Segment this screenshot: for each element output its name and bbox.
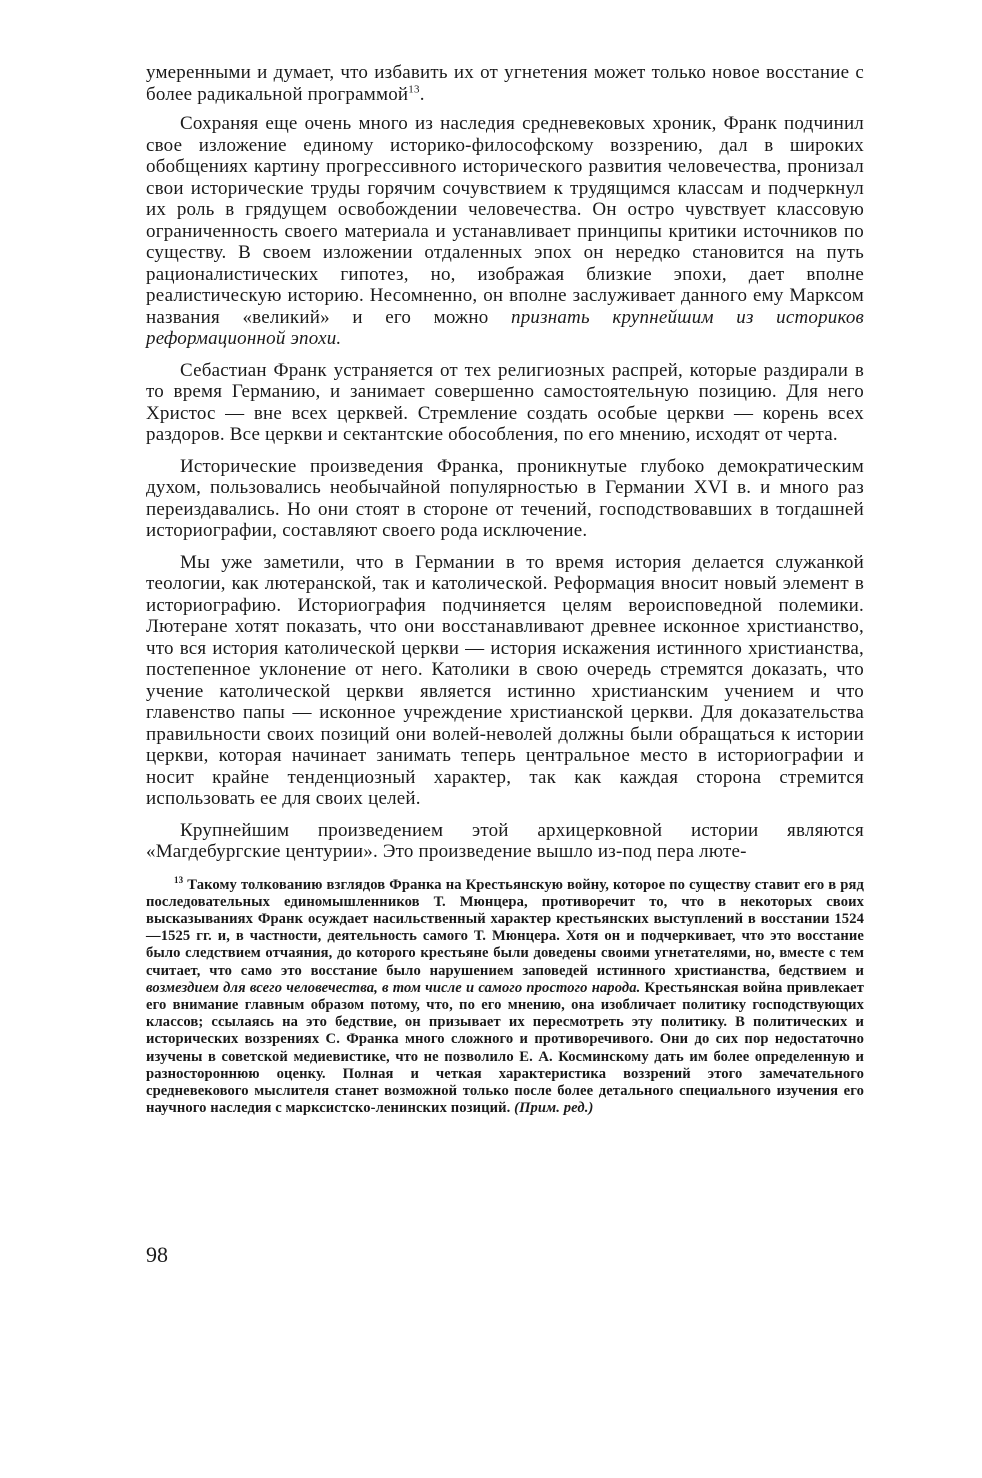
footnote-text-after: Крестьянская война привлекает его внимание главным образом потому, что, по его мнению, она изобличает политику господствующих классов; ссылаясь на это бедствие, он призывает их пересмотреть эту политику. В политических и исторических воззрениях С. Франка много сложного и противоречивого. Они до сих пор недостаточно изучены в советской медиевистике, что не позволило Е. А. Косминскому дать им более определенную и разностороннюю оценку. Полная и четкая характеристика воззрений этого замечательного средневекового мыслителя станет возможной только после более детального специального изучения его научного наследия с марксистско-ленинских позиций. <box>146 979 864 1117</box>
paragraph-6: Крупнейшим произведением этой архицерковной истории являются «Магдебургские центурии». Это произведение вышло из-под пера люте- <box>146 819 864 862</box>
paragraph-5: Мы уже заметили, что в Германии в то время история делается служанкой теологии, как лютеранской, так и католической. Реформация вносит новый элемент в историографию. Историография подчиняется целям вероисповедной полемики. Лютеране хотят показать, что они восстанавливают древнее исконное христианство, что вся история католической церкви — история искажения истинного христианства, постепенное уклонение от него. Католики в свою очередь стремятся доказать, что учение католической церкви является истинно христианским учением и что главенство папы — исконное учреждение христианской церкви. Для доказательства правильности своих позиций они волей-неволей должны были обращаться к истории церкви, которая начинает занимать теперь центральное место в историографии и носит крайне тенденциозный характер, так как каждая сторона стремится использовать ее для своих целей. <box>146 551 864 809</box>
paragraph-3: Себастиан Франк устраняется от тех религиозных распрей, которые раздирали в то время Германию, и занимает совершенно самостоятельную позицию. Для него Христос — вне всех церквей. Стремление создать особые церкви — корень всех раздоров. Все церкви и сектантские обособления, по его мнению, исходят от черта. <box>146 359 864 445</box>
footnote-text-before: Такому толкованию взглядов Франка на Крестьянскую войну, которое по существу ставит его в ряд последовательных единомышленников Т. Мюнцера, противоречит то, что в некоторых своих высказываниях Франк осуждает насильственный характер крестьянских выступлений в восстании 1524—1525 гг. и, в частности, деятельность самого Т. Мюнцера. Хотя он и подчеркивает, что это восстание было следствием отчаяния, до которого крестьяне были доведены своими угнетателями, но, вместе с тем считает, что само это восстание было нарушением заповедей истинного христианства, бедствием и <box>146 876 864 979</box>
paragraph-2-emphasis: признать крупнейшим из историков реформационной эпохи. <box>146 306 865 349</box>
page-number: 98 <box>146 1242 168 1267</box>
paragraph-4: Исторические произведения Франка, проникнутые глубоко демократическим духом, пользовались необычайной популярностью в Германии XVI в. и много раз переиздавались. Но они стоят в стороне от течений, господствовавших в тогдашней историографии, составляют своего рода исключение. <box>146 455 864 541</box>
page-body <box>146 62 864 1132</box>
footnote-emphasis: возмездием для всего человечества, в том числе и самого простого народа. <box>146 979 641 996</box>
paragraph-1-text: умеренными и думает, что избавить их от угнетения может только новое восстание с более радикальной программой <box>146 62 864 105</box>
paragraph-2 <box>146 113 864 350</box>
paragraph-1-tail: . <box>419 83 425 105</box>
footnote-ref-13[interactable]: 13 <box>408 83 420 96</box>
footnote-marker: 13 <box>174 874 184 885</box>
footnote-editor-note: (Прим. ред.) <box>514 1100 594 1117</box>
paragraph-2-text: Сохраняя еще очень много из наследия средневековых хроник, Франк подчинил свое изложение единому историко-философскому воззрению, дал в широких обобщениях картину прогрессивного исторического развития человечества, пронизал свои исторические труды горячим сочувствием к трудящимся классам и подчеркнул их роль в грядущем освобождении человечества. Он остро чувствует классовую ограниченность своего материала и устанавливает принципы критики источников по существу. В своем изложении отдаленных эпох он нередко становится на путь рационалистических гипотез, но, изображая близкие эпохи, дает вполне реалистическую историю. Несомненно, он вполне заслуживает данного ему Марксом названия «великий» и его можно <box>146 113 864 328</box>
paragraph-1 <box>146 62 864 105</box>
footnote-13 <box>146 874 864 1118</box>
